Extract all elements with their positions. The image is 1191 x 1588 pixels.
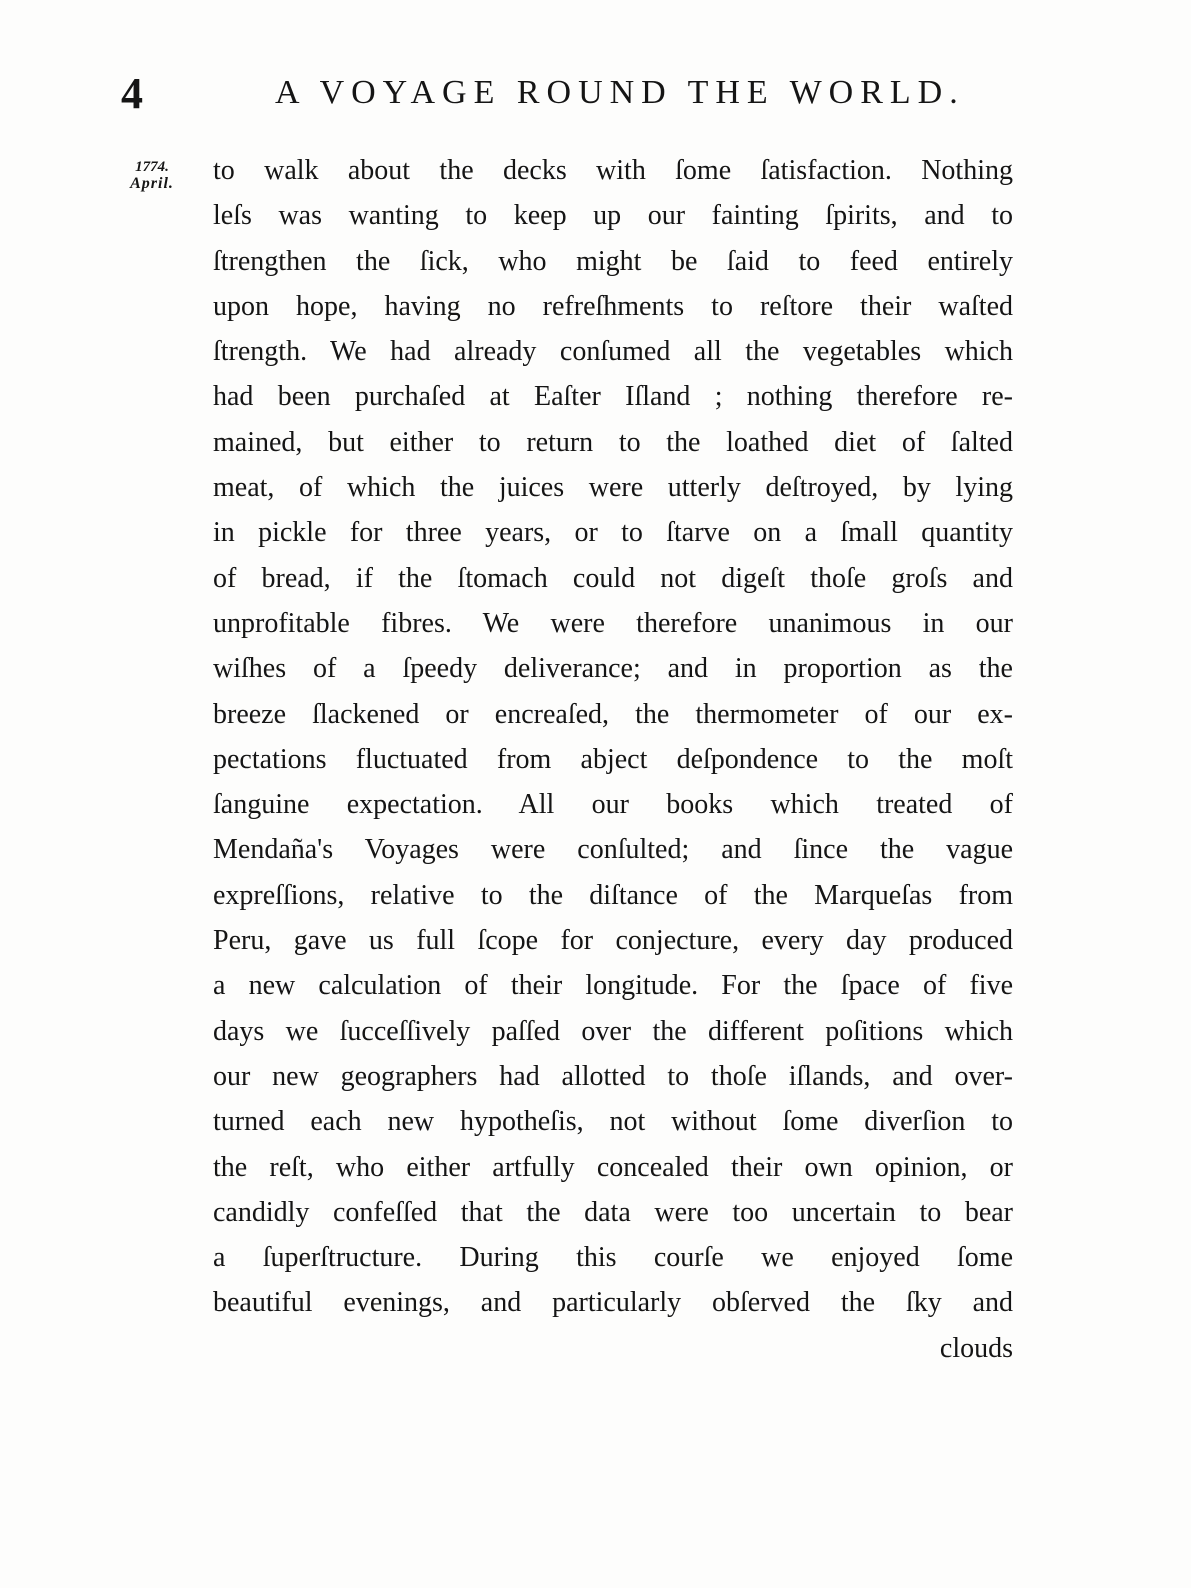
margin-note xyxy=(112,160,192,193)
text-line: of bread, if the ſtomach could not digeſt thoſe groſs and xyxy=(213,562,1013,594)
text-line: mained, but either to return to the loathed diet of ſalted xyxy=(213,426,1013,458)
text-line: pectations fluctuated from abject deſpondence to the moſt xyxy=(213,743,1013,775)
text-line: breeze ſlackened or encreaſed, the thermometer of our ex- xyxy=(213,698,1013,730)
catchword: clouds xyxy=(939,1332,1013,1364)
text-line: to walk about the decks with ſome ſatisfaction. Nothing xyxy=(213,155,1013,186)
text-line: unprofitable fibres. We were therefore unanimous in our xyxy=(213,607,1013,639)
text-line: expreſſions, relative to the diſtance of the Marqueſas from xyxy=(213,879,1013,911)
body-text xyxy=(213,148,1013,1371)
text-line: Mendaña's Voyages were conſulted; and ſince the vague xyxy=(213,834,1013,866)
text-line: ſanguine expectation. All our books which treated of xyxy=(213,789,1013,821)
text-line: Peru, gave us full ſcope for conjecture, every day produced xyxy=(213,925,1013,957)
margin-month: April. xyxy=(130,174,174,192)
text-line: meat, of which the juices were utterly deſtroyed, by lying xyxy=(213,472,1013,504)
text-line: ſtrength. We had already conſumed all the vegetables which xyxy=(213,336,1013,368)
text-line: in pickle for three years, or to ſtarve on a ſmall quantity xyxy=(213,517,1013,549)
margin-year: 1774. xyxy=(135,159,169,175)
text-line: a ſuperſtructure. During this courſe we enjoyed ſome xyxy=(213,1242,1013,1274)
text-line: a new calculation of their longitude. For the ſpace of five xyxy=(213,970,1013,1002)
running-title: A VOYAGE ROUND THE WORLD. xyxy=(275,74,965,111)
text-line: the reſt, who either artfully concealed their own opinion, or xyxy=(213,1151,1013,1183)
text-line: days we ſucceſſively paſſed over the different poſitions which xyxy=(213,1015,1013,1047)
text-line: candidly confeſſed that the data were too uncertain to bear xyxy=(213,1196,1013,1228)
text-line: our new geographers had allotted to thoſe iſlands, and over- xyxy=(213,1060,1013,1092)
text-line: wiſhes of a ſpeedy deliverance; and in proportion as the xyxy=(213,653,1013,685)
text-line: turned each new hypotheſis, not without ſome diverſion to xyxy=(213,1106,1013,1138)
text-line: beautiful evenings, and particularly obſerved the ſky and xyxy=(213,1287,1013,1319)
text-line: ſtrengthen the ſick, who might be ſaid to feed entirely xyxy=(213,245,1013,277)
text-line: leſs was wanting to keep up our fainting ſpirits, and to xyxy=(213,200,1013,232)
page-number: 4 xyxy=(121,69,143,118)
text-line: upon hope, having no refreſhments to reſtore their waſted xyxy=(213,290,1013,322)
text-line: had been purchaſed at Eaſter Iſland ; nothing therefore re- xyxy=(213,381,1013,413)
